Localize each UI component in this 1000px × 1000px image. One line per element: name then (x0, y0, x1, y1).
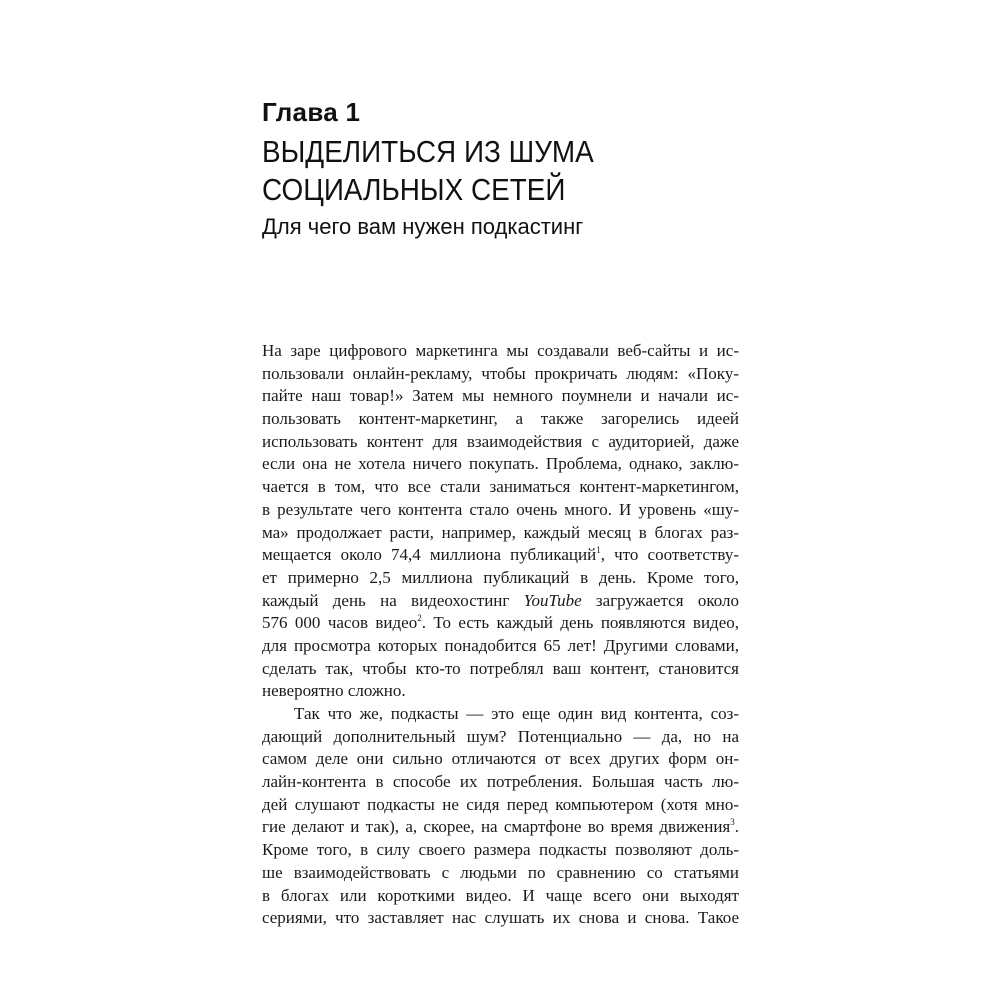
text-line: ет примерно 2,5 миллиона публикаций в день. Кроме того, (262, 567, 739, 587)
chapter-title-line: ВЫДЕЛИТЬСЯ ИЗ ШУМА (262, 134, 594, 169)
text-line: пользовали онлайн-рекламу, чтобы прокричать людям: «Поку- (262, 363, 739, 383)
text-line: сделать так, чтобы кто-то потреблял ваш контент, становится (262, 658, 739, 678)
text-line: в блогах или короткими видео. И чаще всего они выходят (262, 885, 739, 905)
text-line: в результате чего контента стало очень много. И уровень «шу- (262, 499, 739, 519)
text-line: невероятно сложно. (262, 681, 406, 701)
text-line: дей слушают подкасты не сидя перед компьютером (хотя мно- (262, 794, 739, 814)
text-line: чается в том, что все стали заниматься контент-маркетингом, (262, 477, 739, 497)
text-line: гие делают и так), а, скорее, на смартфоне во время движения$^3$. (262, 817, 739, 837)
text-line: пайте наш товар!» Затем мы немного поумнели и начали ис- (262, 386, 739, 406)
text-line: 576 000 часов видео$^2$. То есть каждый день появляются видео, (262, 613, 739, 633)
text-line: На заре цифрового маркетинга мы создавали веб-сайты и ис- (262, 341, 739, 360)
text-line: самом деле они сильно отличаются от всех других форм он- (262, 749, 739, 769)
text-line: ше взаимодействовать с людьми по сравнению со статьями (262, 862, 739, 882)
text-line: ма» продолжает расти, например, каждый месяц в блогах раз- (262, 522, 739, 542)
text-line: сериями, что заставляет нас слушать их снова и снова. Такое (262, 908, 739, 928)
brand-name: YouTube (523, 590, 582, 610)
paragraph (262, 703, 739, 930)
chapter-title (262, 133, 594, 209)
text-line: дающий дополнительный шум? Потенциально — да, но на (262, 726, 739, 746)
chapter-subtitle: Для чего вам нужен подкастинг (262, 214, 584, 239)
text-line: каждый день на видеохостинг YouTube загружается около (262, 590, 739, 610)
chapter-number: Глава 1 (262, 97, 361, 127)
text-line: использовать контент для взаимодействия с аудиторией, даже (262, 431, 739, 451)
chapter-title-line: СОЦИАЛЬНЫХ СЕТЕЙ (262, 172, 566, 207)
text-line: для просмотра которых понадобится 65 лет! Другими словами, (262, 635, 739, 655)
footnote-marker: 3 (730, 817, 735, 828)
text-line: Кроме того, в силу своего размера подкасты позволяют доль- (262, 840, 739, 860)
footnote-marker: 1 (596, 545, 601, 556)
paragraph (262, 340, 739, 703)
text-line: пользовать контент-маркетинг, а также загорелись идеей (262, 409, 739, 429)
text-line: лайн-контента в способе их потребления. Большая часть лю- (262, 772, 739, 792)
footnote-marker: 2 (417, 613, 422, 624)
text-line: если она не хотела ничего покупать. Проблема, однако, заклю- (262, 454, 739, 474)
text-line: Так что же, подкасты — это еще один вид контента, соз- (294, 704, 739, 723)
body-text (262, 340, 739, 930)
text-line: мещается около 74,4 миллиона публикаций$^1$, что соответству- (262, 545, 739, 565)
